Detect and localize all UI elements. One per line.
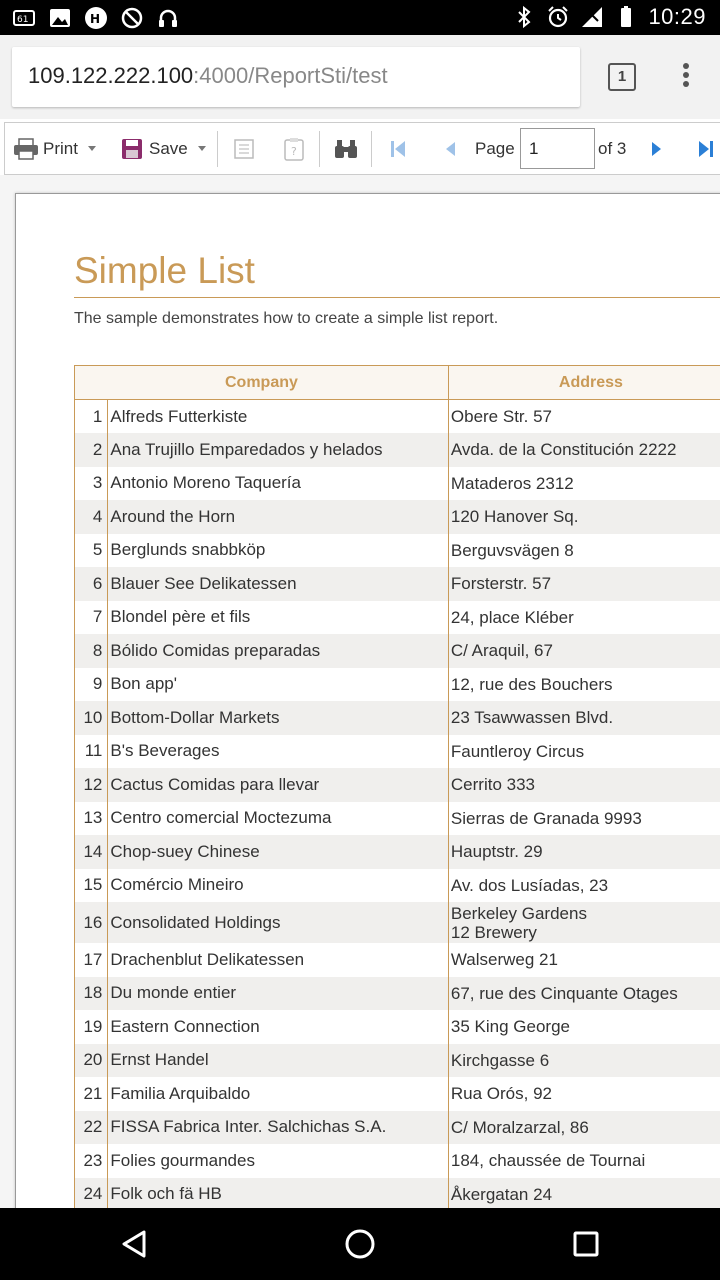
address-cell xyxy=(448,1144,720,1178)
address-line: Berguvsvägen 8 xyxy=(450,540,574,560)
address-line: Fauntleroy Circus xyxy=(450,741,585,761)
table-row xyxy=(75,735,720,769)
table-row xyxy=(75,835,720,869)
address-line: 184, chaussée de Tournai xyxy=(450,1151,646,1171)
address-line: Mataderos 2312 xyxy=(450,473,574,493)
company-cell: B's Beverages xyxy=(108,735,449,769)
address-cell xyxy=(448,977,720,1011)
table-body xyxy=(75,400,720,1209)
bluetooth-icon xyxy=(512,5,536,29)
row-number: 16 xyxy=(75,902,108,943)
status-bar xyxy=(0,0,720,35)
address-line: 120 Hanover Sq. xyxy=(450,507,579,527)
company-cell: Blondel père et fils xyxy=(108,601,449,635)
report-toolbar xyxy=(4,122,720,175)
first-page-button[interactable] xyxy=(389,123,407,174)
company-cell: Bottom-Dollar Markets xyxy=(108,701,449,735)
row-number: 9 xyxy=(75,668,108,702)
report-page xyxy=(15,193,720,1208)
address-line: Kirchgasse 6 xyxy=(450,1050,550,1070)
company-cell: Alfreds Futterkiste xyxy=(108,400,449,434)
document-icon xyxy=(233,138,255,160)
svg-text:H: H xyxy=(90,12,101,26)
address-line: Rua Orós, 92 xyxy=(450,1084,552,1104)
clock: 10:29 xyxy=(648,4,706,29)
row-number: 17 xyxy=(75,943,108,977)
table-row xyxy=(75,1010,720,1044)
address-line: Berkeley Gardens xyxy=(450,903,587,923)
address-cell xyxy=(448,835,720,869)
table-row xyxy=(75,567,720,601)
image-icon xyxy=(48,6,72,30)
address-cell xyxy=(448,400,720,434)
table-row xyxy=(75,1178,720,1209)
report-viewer[interactable] xyxy=(0,175,720,1208)
row-number: 23 xyxy=(75,1144,108,1178)
page-count: of 3 xyxy=(598,138,627,158)
last-page-icon xyxy=(697,139,715,159)
table-row xyxy=(75,869,720,903)
row-number: 24 xyxy=(75,1178,108,1209)
row-number: 11 xyxy=(75,735,108,769)
address-cell xyxy=(448,433,720,467)
address-cell xyxy=(448,735,720,769)
table-row xyxy=(75,802,720,836)
url-host: 109.122.222.100 xyxy=(28,63,194,88)
address-line: C/ Moralzarzal, 86 xyxy=(450,1117,589,1137)
previous-page-icon xyxy=(443,139,457,159)
company-table xyxy=(74,365,720,1208)
address-line: Sierras de Granada 9993 xyxy=(450,808,642,828)
address-cell xyxy=(448,1178,720,1209)
address-cell xyxy=(448,1010,720,1044)
company-cell: Bon app' xyxy=(108,668,449,702)
navigation-bar xyxy=(0,1208,720,1280)
address-cell xyxy=(448,1111,720,1145)
address-line: Walserweg 21 xyxy=(450,950,558,970)
company-cell: Chop-suey Chinese xyxy=(108,835,449,869)
address-bar[interactable] xyxy=(12,47,580,107)
address-cell xyxy=(448,768,720,802)
row-number: 7 xyxy=(75,601,108,635)
company-cell: Folies gourmandes xyxy=(108,1144,449,1178)
parameters-button[interactable] xyxy=(283,123,305,174)
printer-icon xyxy=(13,137,39,161)
table-row xyxy=(75,902,720,943)
table-row xyxy=(75,634,720,668)
table-row xyxy=(75,768,720,802)
next-page-icon xyxy=(650,139,664,159)
address-cell xyxy=(448,601,720,635)
address-line: 24, place Kléber xyxy=(450,607,574,627)
company-cell: Cactus Comidas para llevar xyxy=(108,768,449,802)
address-cell xyxy=(448,701,720,735)
address-cell xyxy=(448,634,720,668)
address-line: Avda. de la Constitución 2222 xyxy=(450,440,677,460)
last-page-button[interactable] xyxy=(697,123,715,174)
home-icon[interactable] xyxy=(340,1224,380,1264)
row-number: 22 xyxy=(75,1111,108,1145)
company-cell: Centro comercial Moctezuma xyxy=(108,802,449,836)
column-header-address: Address xyxy=(448,366,720,400)
url-path: :4000/ReportSti/test xyxy=(193,63,388,88)
find-button[interactable] xyxy=(333,123,359,174)
address-line: 67, rue des Cinquante Otages xyxy=(450,983,678,1003)
row-number: 6 xyxy=(75,567,108,601)
address-cell xyxy=(448,467,720,501)
company-cell: FISSA Fabrica Inter. Salchichas S.A. xyxy=(108,1111,449,1145)
row-number: 13 xyxy=(75,802,108,836)
table-row xyxy=(75,534,720,568)
view-mode-button[interactable] xyxy=(233,123,255,174)
battery-icon xyxy=(614,5,638,29)
row-number: 10 xyxy=(75,701,108,735)
company-cell: Consolidated Holdings xyxy=(108,902,449,943)
row-number: 14 xyxy=(75,835,108,869)
row-number: 21 xyxy=(75,1077,108,1111)
table-row xyxy=(75,500,720,534)
row-number: 8 xyxy=(75,634,108,668)
table-row xyxy=(75,433,720,467)
address-cell xyxy=(448,500,720,534)
table-row xyxy=(75,601,720,635)
address-line: 12 Brewery xyxy=(450,922,537,942)
binoculars-icon xyxy=(333,138,359,160)
chevron-down-icon xyxy=(198,146,206,151)
row-number: 5 xyxy=(75,534,108,568)
address-cell xyxy=(448,902,720,943)
next-page-button[interactable] xyxy=(650,123,664,174)
table-row xyxy=(75,400,720,434)
headset-icon xyxy=(156,6,180,30)
address-cell xyxy=(448,1044,720,1078)
blocked-icon xyxy=(120,6,144,30)
row-number: 15 xyxy=(75,869,108,903)
address-cell xyxy=(448,943,720,977)
address-line: Forsterstr. 57 xyxy=(450,574,552,594)
previous-page-button[interactable] xyxy=(443,123,457,174)
address-line: Åkergatan 24 xyxy=(450,1184,553,1204)
page-number-input[interactable]: 1 xyxy=(520,128,595,169)
row-number: 19 xyxy=(75,1010,108,1044)
company-cell: Antonio Moreno Taquería xyxy=(108,467,449,501)
address-line: 23 Tsawwassen Blvd. xyxy=(450,708,614,728)
address-line: Obere Str. 57 xyxy=(450,407,553,426)
row-number: 2 xyxy=(75,433,108,467)
row-number: 12 xyxy=(75,768,108,802)
table-row xyxy=(75,668,720,702)
company-cell: Ernst Handel xyxy=(108,1044,449,1078)
company-cell: Berglunds snabbköp xyxy=(108,534,449,568)
clipboard-question-icon xyxy=(283,137,305,161)
svg-text:61: 61 xyxy=(17,15,29,25)
sim-card-icon xyxy=(12,6,36,30)
table-row xyxy=(75,1077,720,1111)
company-cell: Familia Arquibaldo xyxy=(108,1077,449,1111)
save-label: Save xyxy=(149,138,188,158)
print-button[interactable] xyxy=(13,123,96,174)
row-number: 18 xyxy=(75,977,108,1011)
save-button[interactable] xyxy=(121,123,206,174)
overflow-menu-icon[interactable] xyxy=(676,63,696,93)
table-row xyxy=(75,701,720,735)
row-number: 1 xyxy=(75,400,108,434)
company-cell: Eastern Connection xyxy=(108,1010,449,1044)
table-row xyxy=(75,943,720,977)
company-cell: Bólido Comidas preparadas xyxy=(108,634,449,668)
address-cell xyxy=(448,802,720,836)
save-icon xyxy=(121,138,143,160)
company-cell: Drachenblut Delikatessen xyxy=(108,943,449,977)
table-row xyxy=(75,1111,720,1145)
notification-app-icon xyxy=(84,6,108,30)
address-line: C/ Araquil, 67 xyxy=(450,641,553,661)
print-label: Print xyxy=(43,138,78,158)
alarm-icon xyxy=(546,5,570,29)
table-row xyxy=(75,1044,720,1078)
table-header xyxy=(75,366,720,400)
address-line: 12, rue des Bouchers xyxy=(450,674,613,694)
address-line: Av. dos Lusíadas, 23 xyxy=(450,875,609,895)
company-cell: Du monde entier xyxy=(108,977,449,1011)
company-cell: Around the Horn xyxy=(108,500,449,534)
tab-switcher-button[interactable]: 1 xyxy=(608,63,636,91)
first-page-icon xyxy=(389,139,407,159)
company-cell: Blauer See Delikatessen xyxy=(108,567,449,601)
report-title: Simple List xyxy=(74,250,255,291)
url-text[interactable] xyxy=(28,63,388,89)
row-number: 20 xyxy=(75,1044,108,1078)
browser-toolbar xyxy=(0,35,720,119)
address-cell xyxy=(448,869,720,903)
table-row xyxy=(75,977,720,1011)
row-number: 3 xyxy=(75,467,108,501)
page-label: Page xyxy=(475,138,515,158)
address-cell xyxy=(448,534,720,568)
address-line: 35 King George xyxy=(450,1017,570,1037)
table-row xyxy=(75,467,720,501)
row-number: 4 xyxy=(75,500,108,534)
address-cell xyxy=(448,567,720,601)
address-line: Cerrito 333 xyxy=(450,775,535,795)
address-cell xyxy=(448,1077,720,1111)
address-line: Hauptstr. 29 xyxy=(450,842,543,862)
title-divider xyxy=(74,297,720,298)
company-cell: Comércio Mineiro xyxy=(108,869,449,903)
address-cell xyxy=(448,668,720,702)
column-header-company: Company xyxy=(75,366,449,400)
table-row xyxy=(75,1144,720,1178)
signal-icon xyxy=(580,5,604,29)
company-cell: Folk och fä HB xyxy=(108,1178,449,1209)
svg-text:?: ? xyxy=(291,144,297,158)
back-icon[interactable] xyxy=(114,1224,154,1264)
recents-icon[interactable] xyxy=(566,1224,606,1264)
company-cell: Ana Trujillo Emparedados y helados xyxy=(108,433,449,467)
report-subtitle: The sample demonstrates how to create a simple list report. xyxy=(74,310,499,327)
chevron-down-icon xyxy=(88,146,96,151)
